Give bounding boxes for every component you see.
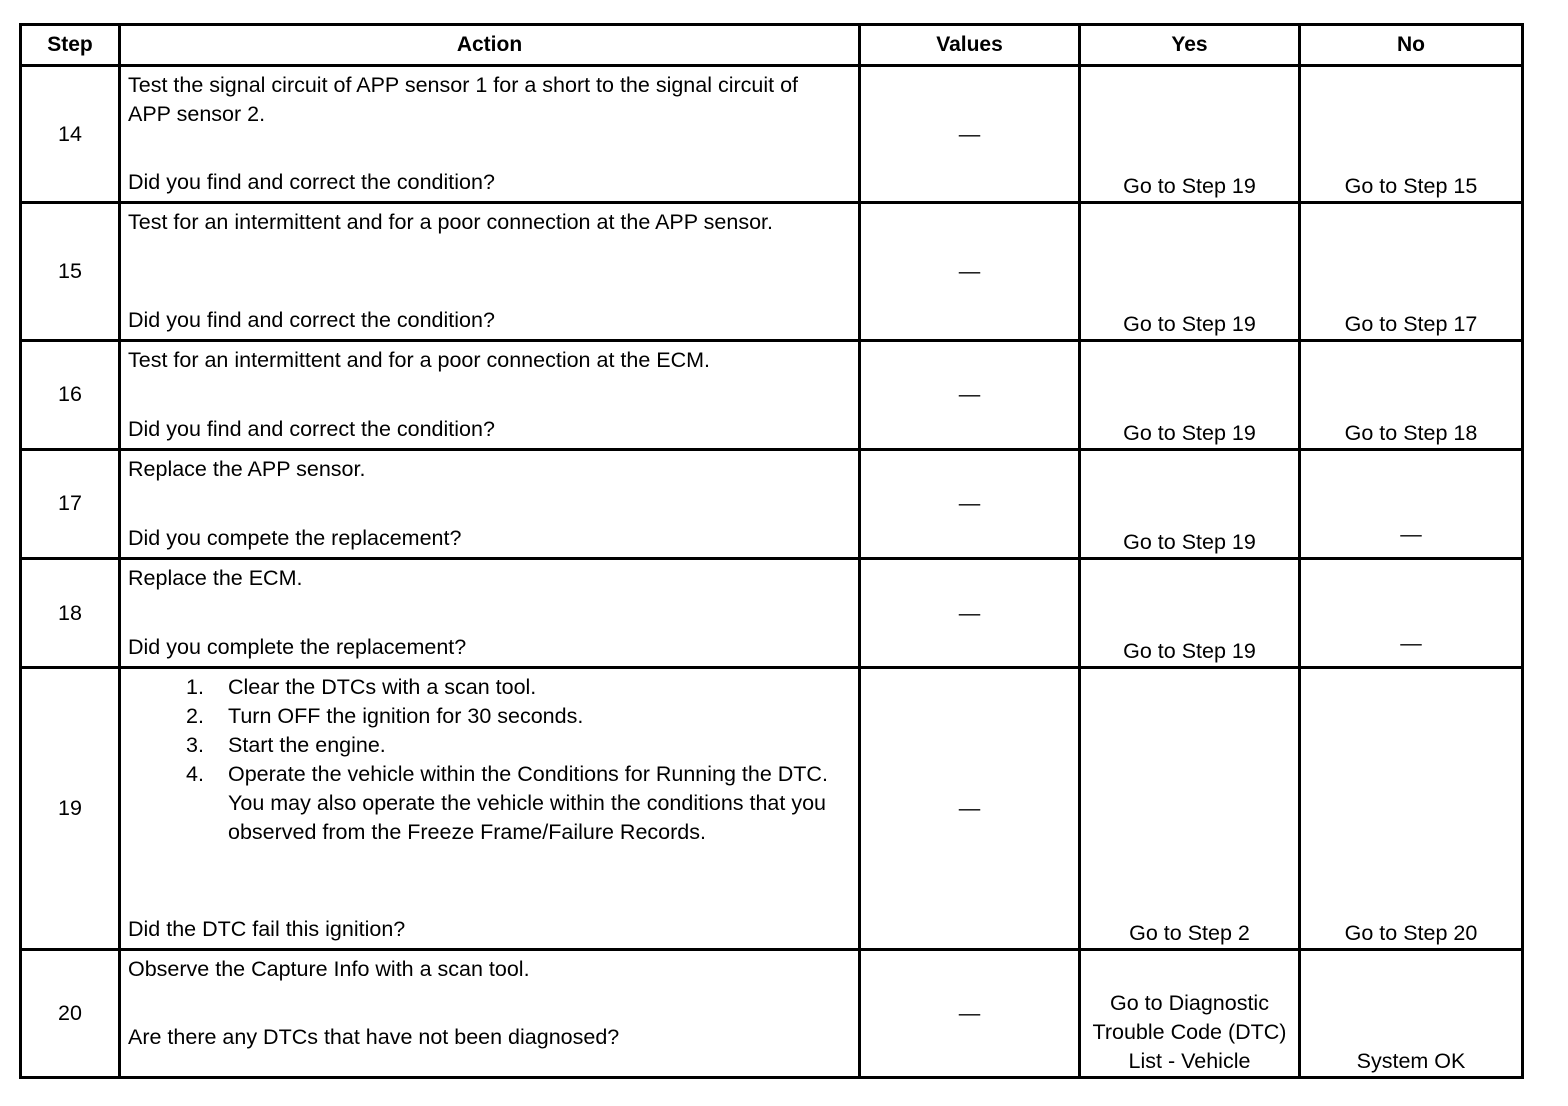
substep-text: Clear the DTCs with a scan tool. (228, 675, 537, 700)
header-action: Action (120, 25, 860, 66)
values-cell: — (860, 949, 1080, 1077)
table-row (21, 558, 1523, 667)
header-row (21, 25, 1523, 66)
action-text: Test the signal circuit of APP sensor 1 for a short to the signal circuit of APP sensor 2. (128, 73, 799, 126)
action-question: Did you find and correct the condition? (128, 170, 495, 195)
substep-item (128, 731, 852, 760)
table-row (21, 66, 1523, 203)
step-number: 17 (21, 449, 120, 558)
action-cell (120, 66, 860, 203)
table-row (21, 668, 1523, 950)
action-text: Test for an intermittent and for a poor connection at the APP sensor. (128, 210, 773, 235)
table-row (21, 449, 1523, 558)
action-cell (120, 340, 860, 449)
substep-number: 1. (186, 675, 204, 700)
no-cell: System OK (1300, 949, 1523, 1077)
substep-text: Start the engine. (228, 733, 386, 758)
substep-number: 2. (186, 704, 204, 729)
action-cell (120, 203, 860, 340)
action-question: Did you complete the replacement? (128, 635, 467, 660)
table-row (21, 949, 1523, 1077)
values-cell: — (860, 66, 1080, 203)
substep-text: Operate the vehicle within the Conditions for Running the DTC. You may also operate the vehicle within the conditions that you observed from the Freeze Frame/Failure Records. (228, 762, 828, 845)
no-cell: Go to Step 17 (1300, 203, 1523, 340)
header-yes: Yes (1080, 25, 1300, 66)
step-number: 20 (21, 949, 120, 1077)
values-cell: — (860, 203, 1080, 340)
yes-cell: Go to Step 19 (1080, 66, 1300, 203)
action-cell (120, 558, 860, 667)
substep-item (128, 702, 852, 731)
substep-text: Turn OFF the ignition for 30 seconds. (228, 704, 584, 729)
step-number: 14 (21, 66, 120, 203)
header-no: No (1300, 25, 1523, 66)
header-values: Values (860, 25, 1080, 66)
step-number: 16 (21, 340, 120, 449)
values-cell: — (860, 668, 1080, 950)
yes-cell: Go to Step 19 (1080, 340, 1300, 449)
substep-list (128, 673, 852, 847)
yes-cell: Go to Step 19 (1080, 203, 1300, 340)
substep-number: 4. (186, 762, 204, 787)
yes-cell: Go to Diagnostic Trouble Code (DTC) List - Vehicle (1080, 949, 1300, 1077)
substep-item (128, 760, 852, 847)
no-cell: — (1300, 558, 1523, 667)
values-cell: — (860, 449, 1080, 558)
no-cell: Go to Step 18 (1300, 340, 1523, 449)
action-question: Did you compete the replacement? (128, 525, 462, 550)
action-question: Did the DTC fail this ignition? (128, 916, 406, 941)
step-number: 18 (21, 558, 120, 667)
action-question: Are there any DTCs that have not been diagnosed? (128, 1024, 620, 1049)
action-cell (120, 449, 860, 558)
no-cell: — (1300, 449, 1523, 558)
step-number: 19 (21, 668, 120, 950)
table-row (21, 203, 1523, 340)
action-text: Replace the APP sensor. (128, 456, 366, 481)
action-question: Did you find and correct the condition? (128, 307, 495, 332)
action-text: Observe the Capture Info with a scan tool. (128, 956, 530, 981)
step-number: 15 (21, 203, 120, 340)
no-cell: Go to Step 15 (1300, 66, 1523, 203)
values-cell: — (860, 340, 1080, 449)
substep-number: 3. (186, 733, 204, 758)
values-cell: — (860, 558, 1080, 667)
no-cell: Go to Step 20 (1300, 668, 1523, 950)
action-question: Did you find and correct the condition? (128, 416, 495, 441)
table-row (21, 340, 1523, 449)
action-cell (120, 668, 860, 950)
yes-cell: Go to Step 2 (1080, 668, 1300, 950)
yes-cell: Go to Step 19 (1080, 558, 1300, 667)
action-text: Test for an intermittent and for a poor connection at the ECM. (128, 347, 711, 372)
yes-cell: Go to Step 19 (1080, 449, 1300, 558)
header-step: Step (21, 25, 120, 66)
action-cell (120, 949, 860, 1077)
action-text: Replace the ECM. (128, 565, 303, 590)
substep-item (128, 673, 852, 702)
diagnostic-table (19, 23, 1524, 1079)
